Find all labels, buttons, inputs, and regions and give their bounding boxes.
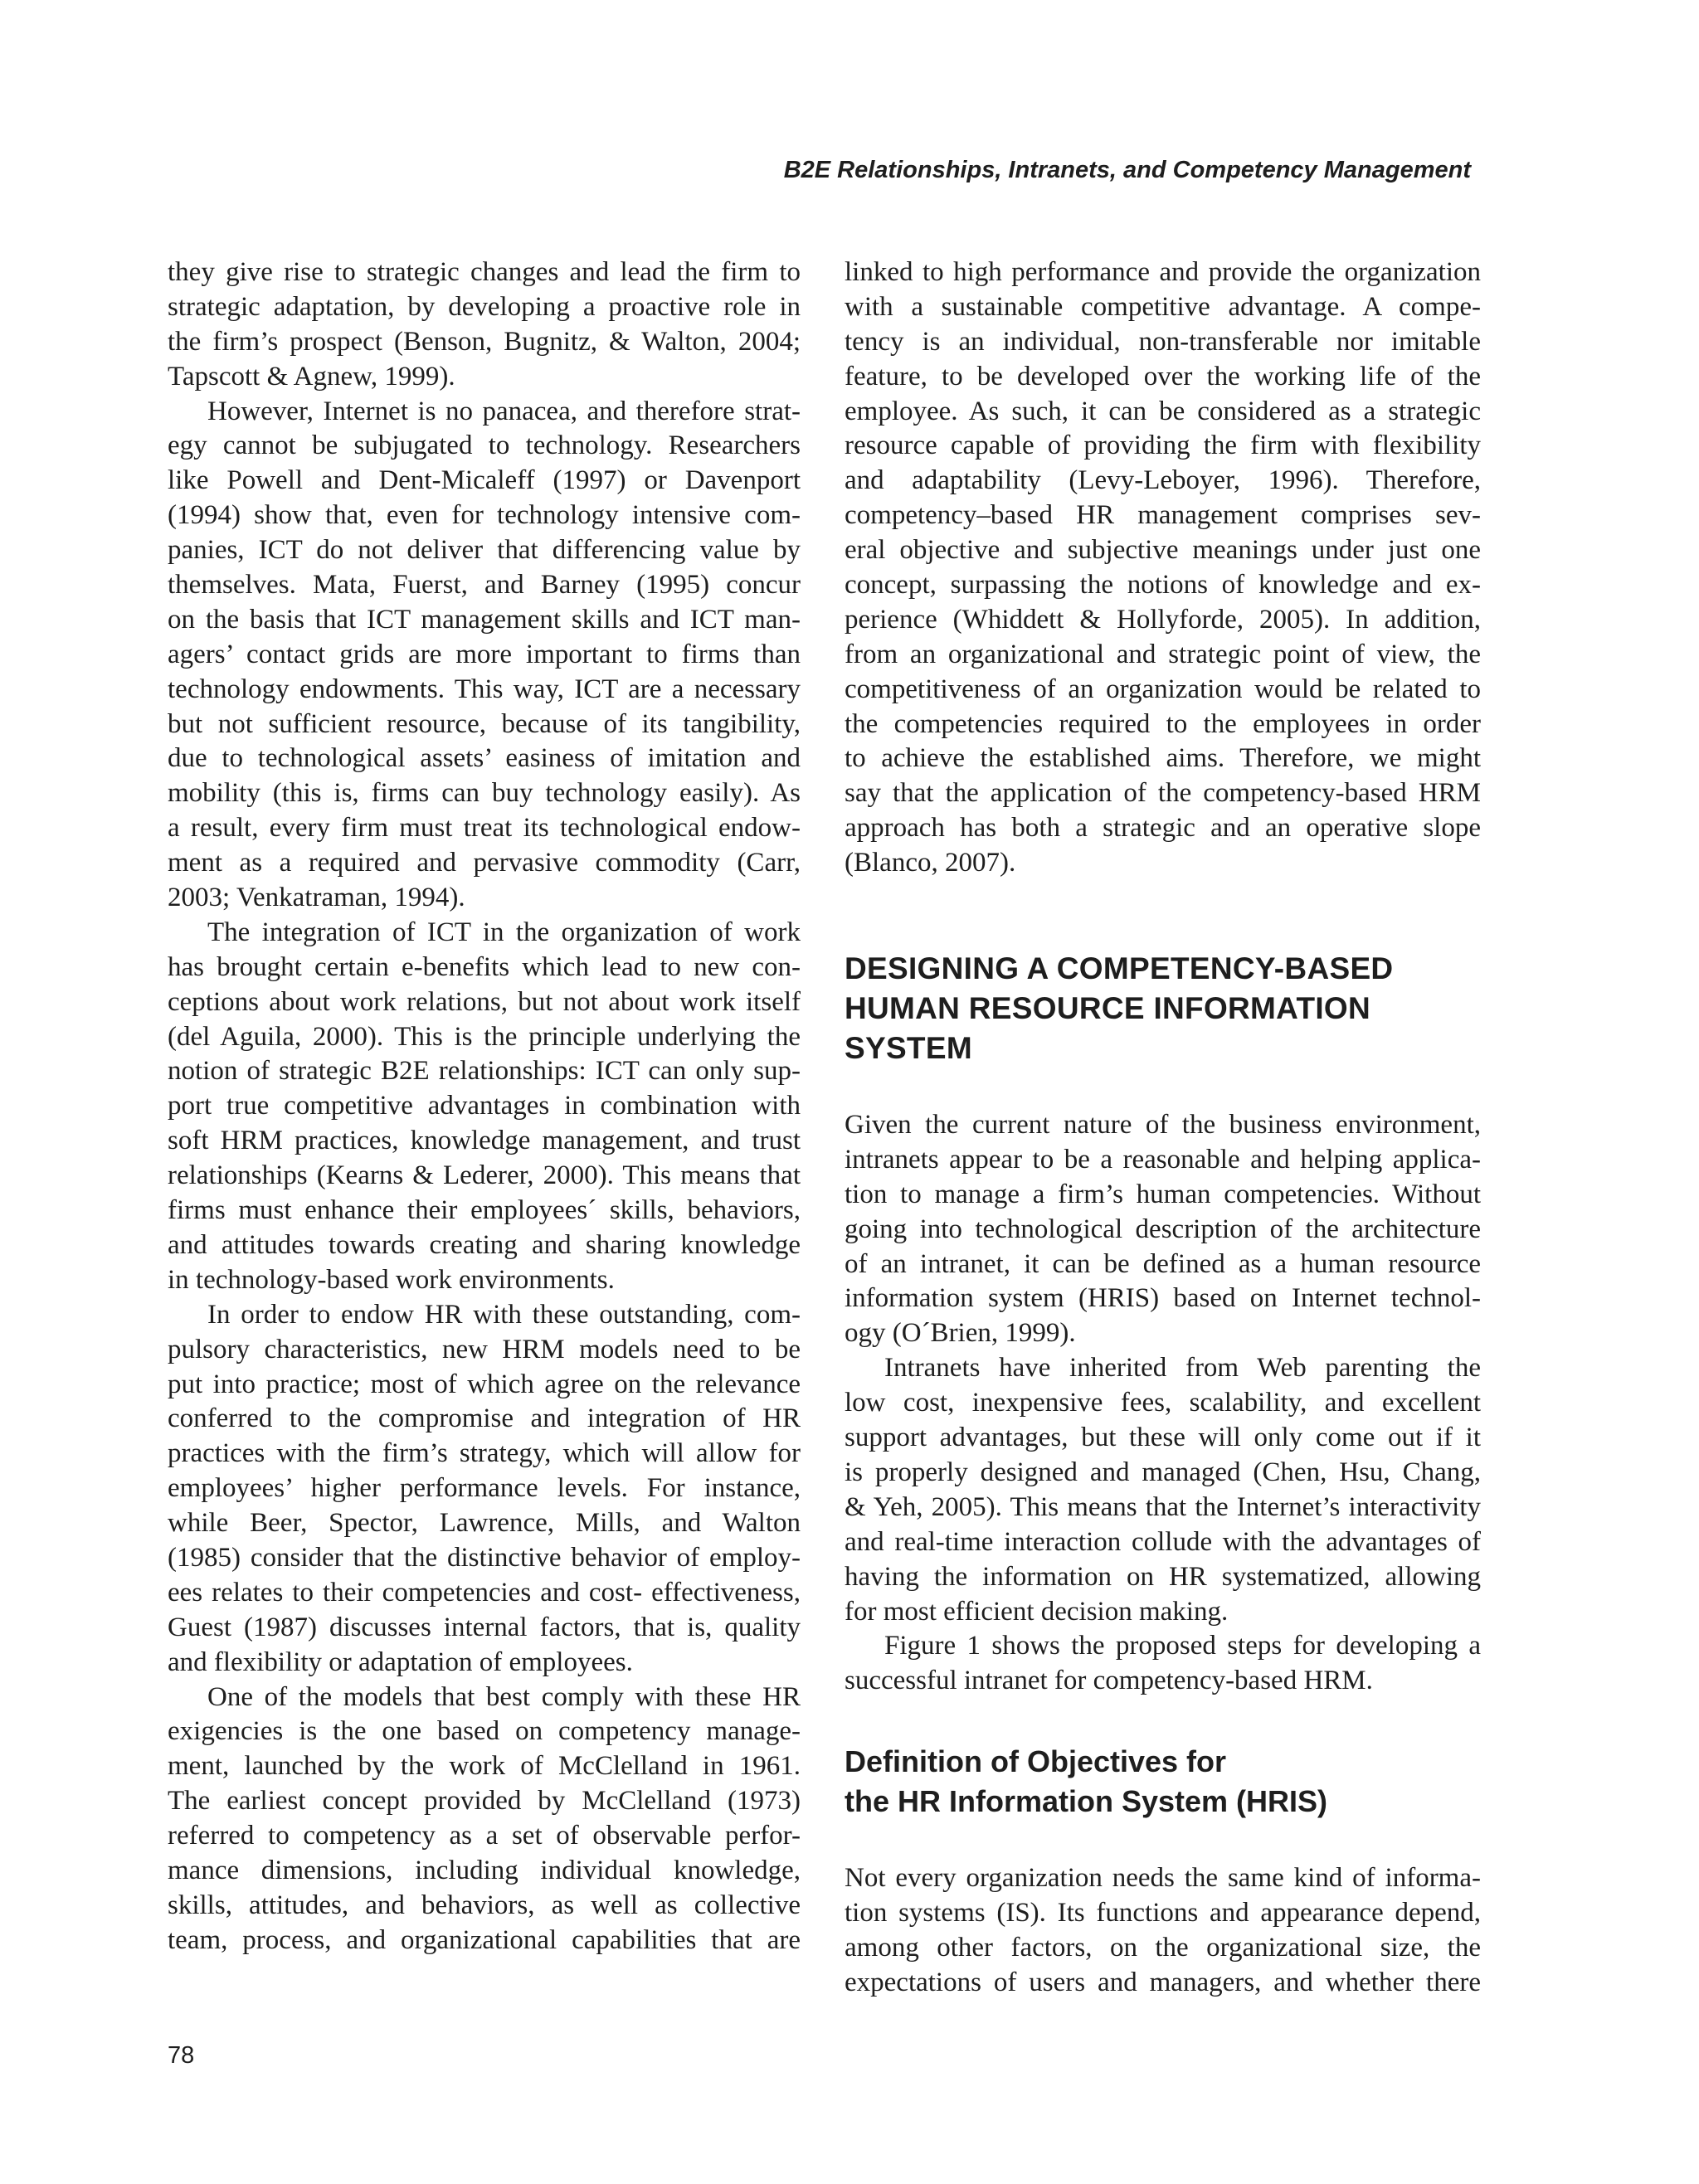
text-line: but not sufficient resource, because of its tangibility, — [168, 708, 801, 739]
text-line: firms must enhance their employees´ skills, behaviors, — [168, 1195, 801, 1226]
text-line: with a sustainable competitive advantage. A compe- — [845, 291, 1481, 322]
text-line: tion systems (IS). Its functions and appearance depend, — [845, 1898, 1481, 1929]
text-line: put into practice; most of which agree on the relevance — [168, 1369, 801, 1399]
text-line: conferred to the compromise and integration of HR — [168, 1403, 801, 1434]
text-line: the firm’s prospect (Benson, Bugnitz, & Walton, 2004; — [168, 326, 801, 357]
text-line: port true competitive advantages in combination with — [168, 1091, 801, 1121]
text-line: a result, every firm must treat its technological endow- — [168, 813, 801, 844]
text-line: skills, attitudes, and behaviors, as well as collective — [168, 1890, 801, 1920]
paragraph-hrm-models — [168, 1298, 801, 1681]
paragraph-ict-integration — [168, 916, 801, 1298]
spacer — [845, 1699, 1481, 1742]
text-line: and adaptability (Levy-Leboyer, 1996). Therefore, — [845, 465, 1481, 496]
text-line: concept, surpassing the notions of knowledge and ex- — [845, 570, 1481, 601]
text-line: Guest (1987) discusses internal factors, that is, quality — [168, 1612, 801, 1642]
text-line: mance dimensions, including individual knowledge, — [168, 1855, 801, 1885]
paragraph-intranets-definition — [845, 1108, 1481, 1351]
text-line: ceptions about work relations, but not about work itself — [168, 986, 801, 1017]
running-header: B2E Relationships, Intranets, and Competency Management — [783, 157, 1471, 183]
text-line: pulsory characteristics, new HRM models need to be — [168, 1334, 801, 1364]
text-line: approach has both a strategic and an operative slope — [845, 813, 1481, 844]
text-line: notion of strategic B2E relationships: ICT can only sup- — [168, 1056, 801, 1087]
text-line: mobility (this is, firms can buy technology easily). As — [168, 778, 801, 809]
text-line: is properly designed and managed (Chen, Hsu, Chang, — [845, 1457, 1481, 1487]
text-line: & Yeh, 2005). This means that the Internet’s interactivity — [845, 1491, 1481, 1522]
section-heading-line: HUMAN RESOURCE INFORMATION — [845, 991, 1371, 1026]
text-line: Intranets have inherited from Web parenting the — [884, 1353, 1481, 1384]
text-line: soft HRM practices, knowledge management, and trust — [168, 1126, 801, 1156]
text-line: ment, launched by the work of McClelland in 1961. — [168, 1751, 801, 1782]
text-line: expectations of users and managers, and whether there — [845, 1967, 1481, 1997]
text-line: Figure 1 shows the proposed steps for developing a — [884, 1631, 1481, 1661]
subsection-heading-line: Definition of Objectives for — [845, 1744, 1227, 1779]
text-line: linked to high performance and provide the organization — [845, 257, 1481, 287]
text-line: egy cannot be subjugated to technology. Researchers — [168, 430, 801, 461]
text-line: tency is an individual, non-transferable nor imitable — [845, 326, 1481, 357]
text-line: competency–based HR management comprises sev- — [845, 500, 1481, 531]
text-line: agers’ contact grids are more important to firms than — [168, 639, 801, 669]
text-line: the competencies required to the employees in order — [845, 708, 1481, 739]
paragraph-internet-panacea — [168, 395, 801, 916]
text-line: relationships (Kearns & Lederer, 2000). This means that — [168, 1160, 801, 1191]
text-line: themselves. Mata, Fuerst, and Barney (1995) concur — [168, 570, 801, 601]
text-line: feature, to be developed over the working life of the — [845, 361, 1481, 392]
text-line: technology endowments. This way, ICT are a necessary — [168, 674, 801, 704]
text-line: ogy (O´Brien, 1999). — [845, 1318, 1076, 1349]
text-line: tion to manage a firm’s human competencies. Without — [845, 1179, 1481, 1209]
text-line: (1985) consider that the distinctive behavior of employ- — [168, 1542, 801, 1573]
text-line: (Blanco, 2007). — [845, 848, 1016, 878]
text-line: eral objective and subjective meanings under just one — [845, 535, 1481, 566]
text-line: due to technological assets’ easiness of imitation and — [168, 743, 801, 774]
text-line: ees relates to their competencies and cost- effectiveness, — [168, 1577, 801, 1608]
section-heading-line: DESIGNING A COMPETENCY-BASED — [845, 951, 1394, 986]
text-line: like Powell and Dent-Micaleff (1997) or Davenport — [168, 465, 801, 496]
paragraph-intro-continuation — [168, 255, 801, 395]
right-column — [845, 255, 1481, 2001]
text-line: 2003; Venkatraman, 1994). — [168, 883, 465, 913]
text-line: In order to endow HR with these outstanding, com- — [207, 1299, 801, 1330]
text-line: successful intranet for competency-based HRM. — [845, 1666, 1373, 1696]
text-line: going into technological description of the architecture — [845, 1214, 1481, 1244]
text-line: However, Internet is no panacea, and therefore strat- — [207, 396, 801, 426]
text-line: perience (Whiddett & Hollyforde, 2005). In addition, — [845, 604, 1481, 635]
text-line: low cost, inexpensive fees, scalability, and excellent — [845, 1388, 1481, 1418]
text-line: and flexibility or adaptation of employees. — [168, 1647, 633, 1677]
text-line: support advantages, but these will only come out if it — [845, 1423, 1481, 1453]
text-line: team, process, and organizational capabilities that are — [168, 1924, 801, 1955]
spacer — [845, 881, 1481, 949]
spacer — [845, 1068, 1481, 1108]
text-line: to achieve the established aims. Therefore, we might — [845, 743, 1481, 774]
text-line: employee. As such, it can be considered as a strategic — [845, 396, 1481, 426]
paragraph-competency-continuation — [845, 255, 1481, 881]
text-line: The integration of ICT in the organization of work — [207, 917, 801, 947]
text-line: in technology-based work environments. — [168, 1264, 615, 1295]
text-line: Given the current nature of the business environment, — [845, 1110, 1481, 1141]
text-line: referred to competency as a set of observable perfor- — [168, 1821, 801, 1851]
text-line: and real-time interaction collude with the advantages of — [845, 1526, 1481, 1557]
text-line: exigencies is the one based on competency manage- — [168, 1716, 801, 1747]
subsection-heading — [845, 1742, 1481, 1822]
section-heading — [845, 949, 1481, 1068]
text-line: competitiveness of an organization would be related to — [845, 674, 1481, 704]
text-line: from an organizational and strategic point of view, the — [845, 639, 1481, 669]
text-line: say that the application of the competency-based HRM — [845, 778, 1481, 809]
text-line: The earliest concept provided by McClelland (1973) — [168, 1786, 801, 1817]
paragraph-hris-objectives — [845, 1861, 1481, 2001]
text-line: while Beer, Spector, Lawrence, Mills, and Walton — [168, 1508, 801, 1539]
text-line: Tapscott & Agnew, 1999). — [168, 361, 455, 392]
text-line: and attitudes towards creating and sharing knowledge — [168, 1229, 801, 1260]
text-line: information system (HRIS) based on Internet technol- — [845, 1283, 1481, 1314]
page-number: 78 — [168, 2042, 195, 2069]
text-line: One of the models that best comply with these HR — [207, 1681, 801, 1712]
text-line: Not every organization needs the same kind of informa- — [845, 1863, 1481, 1894]
text-line: (1994) show that, even for technology intensive com- — [168, 500, 801, 531]
text-line: they give rise to strategic changes and lead the firm to — [168, 257, 801, 287]
section-heading-line: SYSTEM — [845, 1031, 972, 1066]
text-line: practices with the firm’s strategy, which will allow for — [168, 1438, 801, 1469]
paragraph-figure-reference — [845, 1629, 1481, 1699]
text-line: having the information on HR systematized, allowing — [845, 1561, 1481, 1592]
text-line: among other factors, on the organizational size, the — [845, 1932, 1481, 1963]
text-line: employees’ higher performance levels. For instance, — [168, 1473, 801, 1504]
text-line: intranets appear to be a reasonable and helping applica- — [845, 1144, 1481, 1175]
text-line: for most efficient decision making. — [845, 1596, 1229, 1627]
text-line: resource capable of providing the firm with flexibility — [845, 430, 1481, 461]
text-line: on the basis that ICT management skills and ICT man- — [168, 604, 801, 635]
left-column — [168, 255, 801, 1958]
text-line: has brought certain e-benefits which lead to new con- — [168, 951, 801, 982]
text-line: panies, ICT do not deliver that differencing value by — [168, 535, 801, 566]
text-line: (del Aguila, 2000). This is the principle underlying the — [168, 1021, 801, 1052]
text-line: of an intranet, it can be defined as a human resource — [845, 1248, 1481, 1279]
spacer — [845, 1822, 1481, 1861]
text-line: ment as a required and pervasive commodity (Carr, — [168, 848, 801, 878]
paragraph-intranets-advantages — [845, 1351, 1481, 1629]
text-line: strategic adaptation, by developing a proactive role in — [168, 291, 801, 322]
subsection-heading-line: the HR Information System (HRIS) — [845, 1784, 1328, 1819]
paragraph-competency-models — [168, 1681, 801, 1958]
